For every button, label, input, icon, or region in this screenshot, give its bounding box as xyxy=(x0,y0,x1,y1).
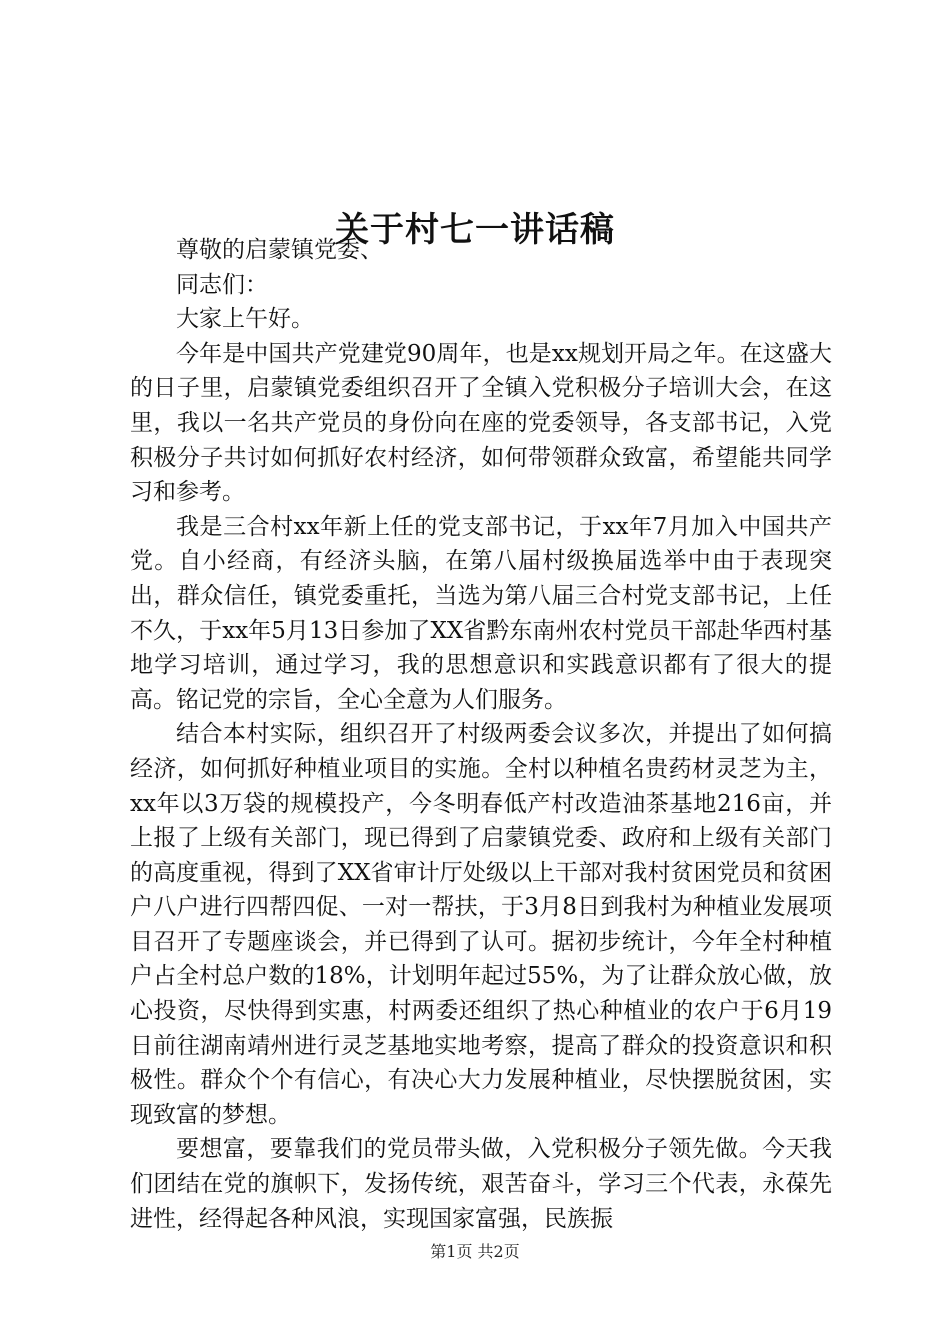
document-body xyxy=(130,233,832,1236)
salutation-line: 同志们： xyxy=(176,271,268,298)
body-paragraph: 我是三合村xx年新上任的党支部书记，于xx年7月加入中国共产党。自小经商，有经济头脑，在第八届村级换届选举中由于表现突出，群众信任，镇党委重托，当选为第八届三合村党支部书记，上任不久，于xx年5月13日参加了XX省黔东南州农村党员干部赴华西村基地学习培训，通过学习，我的思想意识和实践意识都有了很大的提高。铭记党的宗旨，全心全意为人们服务。 xyxy=(130,513,832,713)
body-paragraph: 结合本村实际，组织召开了村级两委会议多次，并提出了如何搞经济，如何抓好种植业项目的实施。全村以种植名贵药材灵芝为主，xx年以3万袋的规模投产，今冬明春低产村改造油茶基地216亩，并上报了上级有关部门，现已得到了启蒙镇党委、政府和上级有关部门的高度重视，得到了XX省审计厅处级以上干部对我村贫困党员和贫困户八户进行四帮四促、一对一帮扶，于3月8日到我村为种植业发展项目召开了专题座谈会，并已得到了认可。据初步统计，今年全村种植户占全村总户数的18%，计划明年起过55%，为了让群众放心做，放心投资，尽快得到实惠，村两委还组织了热心种植业的农户于6月19日前往湖南靖州进行灵芝基地实地考察，提高了群众的投资意识和积极性。群众个个有信心，有决心大力发展种植业，尽快摆脱贫困，实现致富的梦想。 xyxy=(130,721,832,1128)
page-footer: 第1页 共2页 xyxy=(430,1242,520,1261)
document-title: 关于村七一讲话稿 xyxy=(335,209,615,250)
salutation-line: 大家上午好。 xyxy=(176,306,314,333)
body-paragraph: 要想富，要靠我们的党员带头做，入党积极分子领先做。今天我们团结在党的旗帜下，发扬传统，艰苦奋斗，学习三个代表，永葆先进性，经得起各种风浪，实现国家富强，民族振 xyxy=(130,1136,832,1232)
salutation-line: 尊敬的启蒙镇党委、 xyxy=(176,237,383,263)
body-paragraph: 今年是中国共产党建党90周年，也是xx规划开局之年。在这盛大的日子里，启蒙镇党委组织召开了全镇入党积极分子培训大会，在这里，我以一名共产党员的身份向在座的党委领导，各支部书记，入党积极分子共讨如何抓好农村经济，如何带领群众致富，希望能共同学习和参考。 xyxy=(130,340,832,506)
